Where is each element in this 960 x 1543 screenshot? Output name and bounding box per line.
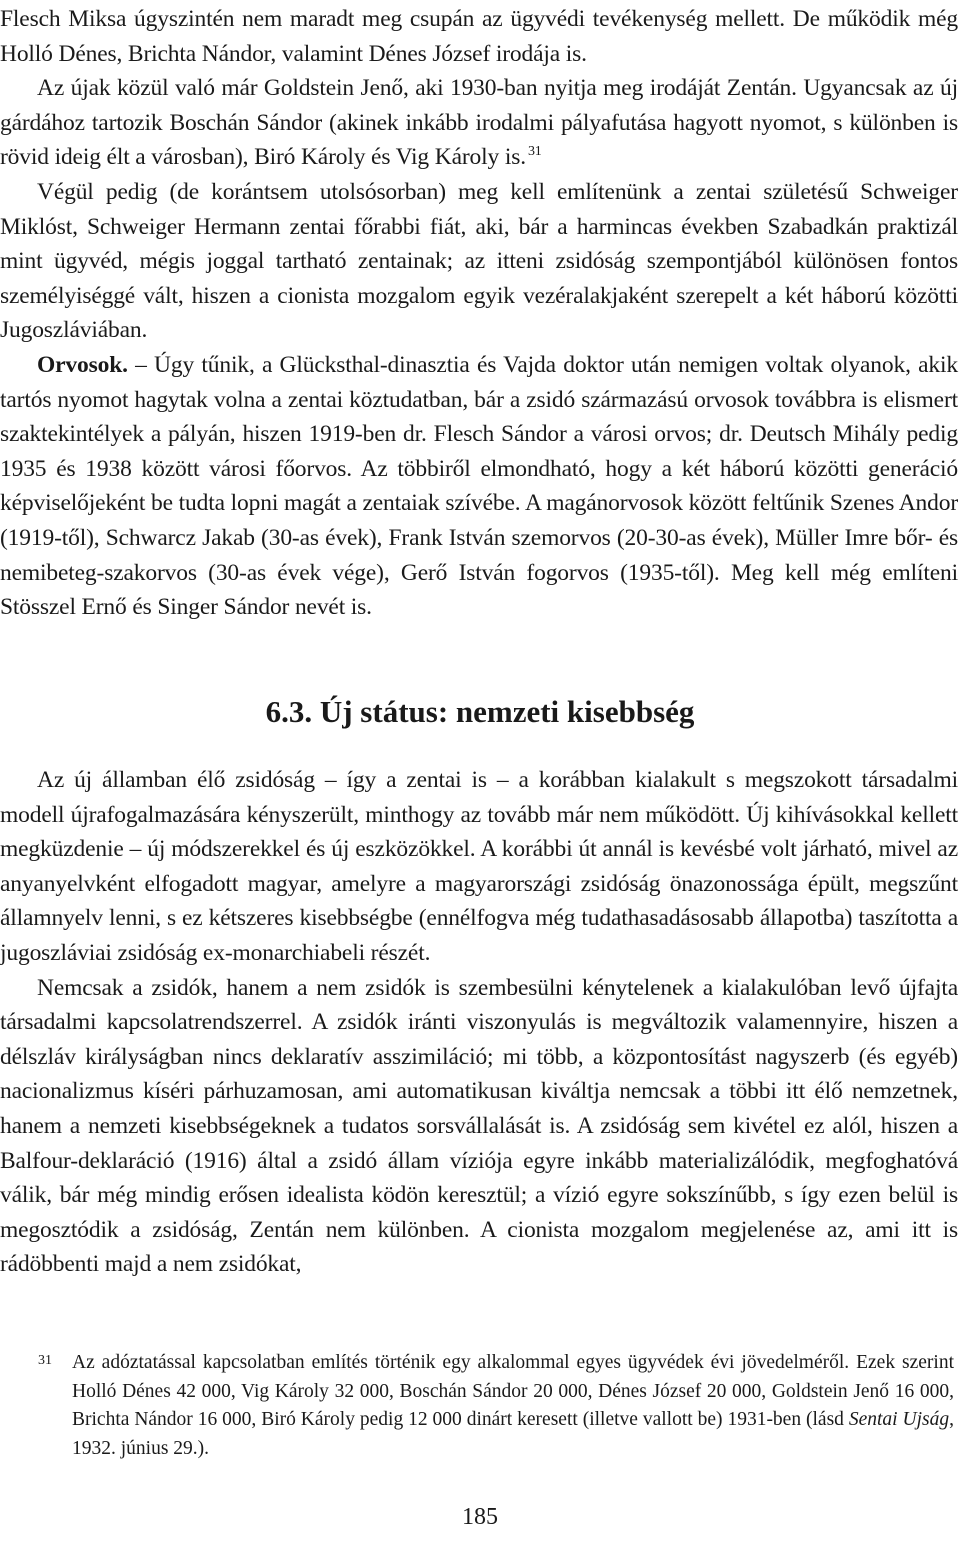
section-title: 6.3. Új státus: nemzeti kisebbség [265,694,695,729]
paragraph-text: Flesch Miksa úgyszintén nem maradt meg csupán az ügyvédi tevékenység mellett. De működik még Holló Dénes, Brichta Nándor, valamint Dénes József irodája is. [0,6,958,67]
paragraph-new-lawyers [0,71,958,175]
paragraph-text: Az újak közül való már Goldstein Jenő, aki 1930-ban nyitja meg irodáját Zentán. Ugyancsak az új gárdához tartozik Boschán Sándor (akinek inkább irodalmi pályafutása hagyott nyomot, s különben is rövid ideig élt a városban), Biró Károly és Vig Károly is. [0,75,958,171]
footnote-text-part: Az adóztatással kapcsolatban említés történik egy alkalommal egyes ügyvédek évi jövedelméről. Ezek szerint Holló Dénes 42 000, Vig Károly 32 000, Boschán Sándor 20 000, Dénes József 20 000, Goldstein Jenő 16 000, Brichta Nándor 16 000, Biró Károly pedig 12 000 dinárt keresett (illetve vallott be) 1931-ben (lásd [72,1352,954,1430]
paragraph-doctors [0,348,958,625]
main-text [0,2,958,625]
footnote-text-part: , 1932. június 29.). [72,1409,954,1459]
paragraph-text: Az új államban élő zsidóság – így a zentai is – a korábban kialakult s megszokott társadalmi modell újrafogalmazására kényszerült, minthogy az tovább már nem működött. Új kihívásokkal kellett megküzdenie – új módszerekkel és új eszközökkel. A korábbi út annál is kevésbé volt járható, mivel az anyanyelvként elfogadott magyar, amelyre a magyarországi zsidóság önazonossága épült, megszűnt államnyelv lenni, s ez kétszeres kisebbségbe (ennélfogva még tudathasadásosabb állapotba) taszította a jugoszláviai zsidóság ex-monarchiabeli részét. [0,767,958,966]
source-title: Sentai Ujság [848,1409,950,1430]
paragraph-text: Végül pedig (de korántsem utolsósorban) meg kell említenünk a zentai születésű Schweiger Miklóst, Schweiger Hermann zentai főrabbi fiát, aki, bár a harmincas években Szabadkán praktizál mint ügyvéd, mégis joggal tartható zentainak; az itteni zsidóság szempontjából különösen fontos személyiséggé vált, hiszen a cionista mozgalom egyik vezéralakjaként szerepelt a két háború közötti Jugoszláviában. [0,178,958,344]
paragraph-non-jews [0,971,958,1282]
paragraph-new-state [0,763,958,971]
inline-heading-doctors: Orvosok. [37,351,128,378]
page-number: 185 [462,1504,498,1530]
footnote-reference[interactable]: 31 [527,144,542,160]
paragraph-text: – Úgy tűnik, a Glücksthal-dinasztia és Vajda doktor után nemigen voltak olyanok, akik tartós nyomot hagytak volna a zentai köztudatban, bár a zsidó származású orvosok továbbra is elismert szaktekintélyek a pályán, hiszen 1919-ben dr. Flesch Sándor a városi orvos; dr. Deutsch Mihály pedig 1935 és 1938 között városi főorvos. Az többiről elmondható, hogy a két háború közötti generáció képviselőjeként be tudta lopni magát a zentaiak szívébe. A magánorvosok között feltűnik Szenes Andor (1919-től), Schwarcz Jakab (30-as évek), Frank István szemorvos (20-30-as évek), Müller Imre bőr- és nemibeteg-szakorvos (30-as évek vége), Gerő István fogorvos (1935-től). Meg kell még említeni Stösszel Ernő és Singer Sándor nevét is. [0,351,958,621]
footnote-number: 31 [38,1353,52,1368]
paragraph-lawyers-continued [0,2,958,71]
footnote [38,1349,954,1463]
paragraph-text: Nemcsak a zsidók, hanem a nem zsidók is szembesülni kénytelenek a kialakulóban levő újfajta társadalmi kapcsolatrendszerrel. A zsidók iránti viszonyulás is megváltozik valamennyire, hiszen a délszláv királyságban nincs deklaratív asszimiláció; mi több, a központosítást nagyszerb (és egyéb) nacionalizmus kíséri párhuzamosan, ami automatikusan kiváltja nemcsak a többi itt élő nemzetnek, hanem a nemzeti kisebbségeknek a tudatos sorsvállalását is. A zsidóság sem kivétel ez alól, hiszen a Balfour-deklaráció (1916) által a zsidó állam víziója egyre inkább materializálódik, megfoghatóvá válik, bár még mindig erősen idealista ködön keresztül; a vízió egyre sokszínűbb, s így ezen belül is megosztódik a zsidóság, Zentán nem különben. A cionista mozgalom megjelenése az, ami itt is rádöbbenti majd a nem zsidókat, [0,974,958,1278]
section-text [0,763,958,1282]
paragraph-schweiger [0,175,958,348]
footnote-text [72,1349,954,1463]
